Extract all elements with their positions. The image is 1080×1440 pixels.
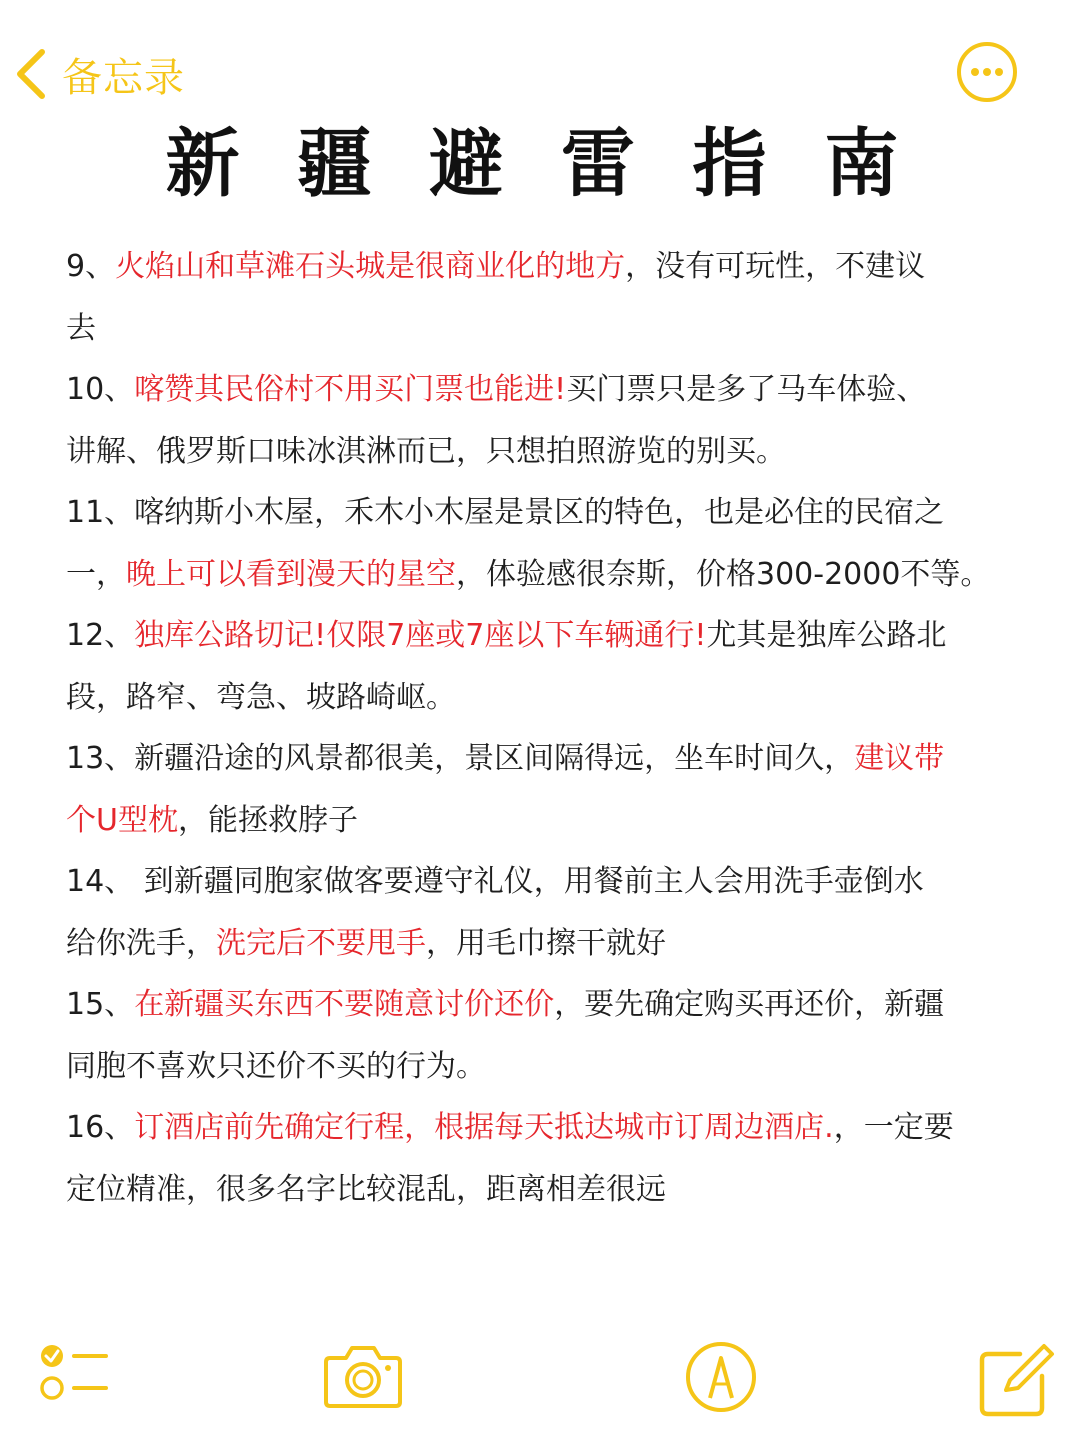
note-title: 新 疆 避 雷 指 南 bbox=[165, 121, 915, 207]
note-item bbox=[66, 359, 1026, 482]
more-options-icon[interactable] bbox=[956, 41, 1018, 103]
body-text: ，一定要 定位精准，很多名字比较混乱，距离相差很远 bbox=[66, 1110, 954, 1207]
highlighted-text: 在新疆买东西不要随意讨价还价 bbox=[134, 987, 555, 1022]
body-text: 15、 bbox=[66, 987, 135, 1022]
body-text: ，要先确定购买再还价，新疆 同胞不喜欢只还价不买的行为。 bbox=[66, 987, 945, 1084]
body-text: 11、喀纳斯小木屋，禾木小木屋是景区的特色，也是必住的民宿之 一， bbox=[66, 495, 945, 592]
bottom-toolbar bbox=[0, 1330, 1080, 1440]
note-body[interactable] bbox=[66, 236, 1026, 1220]
chevron-left-icon bbox=[14, 46, 48, 102]
highlighted-text: 晚上可以看到漫天的星空 bbox=[126, 556, 456, 592]
body-text: 14、 到新疆同胞家做客要遵守礼仪，用餐前主人会用洗手壶倒水 给你洗手， bbox=[66, 864, 924, 961]
highlighted-text: 洗完后不要甩手 bbox=[216, 925, 426, 961]
note-item bbox=[66, 482, 1026, 605]
note-item bbox=[66, 728, 1026, 851]
top-bar bbox=[0, 0, 1080, 130]
camera-icon[interactable] bbox=[322, 1340, 404, 1410]
body-text: 16、 bbox=[66, 1110, 135, 1145]
highlighted-text: 喀赞其民俗村不用买门票也能进! bbox=[134, 372, 567, 407]
body-text: ，能拯救脖子 bbox=[177, 802, 358, 838]
highlighted-text: 订酒店前先确定行程，根据每天抵达城市订周边酒店. bbox=[134, 1110, 834, 1145]
note-item bbox=[66, 236, 1026, 359]
body-text: ，用毛巾擦干就好 bbox=[426, 925, 666, 961]
body-text: ，体验感很奈斯，价格300-2000不等。 bbox=[456, 556, 991, 592]
note-item bbox=[66, 974, 1026, 1097]
body-text: ，没有可玩性，不建议 去 bbox=[66, 249, 926, 346]
back-label: 备忘录 bbox=[62, 54, 185, 101]
highlighted-text: 火焰山和草滩石头城是很商业化的地方 bbox=[115, 249, 626, 284]
note-item bbox=[66, 1097, 1026, 1220]
back-button[interactable] bbox=[14, 44, 185, 104]
checklist-icon[interactable] bbox=[36, 1342, 110, 1406]
body-text: 12、 bbox=[66, 618, 135, 653]
note-item bbox=[66, 605, 1026, 728]
body-text: 9、 bbox=[66, 249, 116, 284]
body-text: 尤其是独库公路北 段，路窄、弯急、坡路崎岖。 bbox=[66, 618, 947, 715]
highlighted-text: 独库公路切记!仅限7座或7座以下车辆通行! bbox=[134, 618, 707, 653]
compose-icon[interactable] bbox=[976, 1340, 1056, 1420]
note-item bbox=[66, 851, 1026, 974]
body-text: 10、 bbox=[66, 372, 135, 407]
body-text: 买门票只是多了马车体验、 讲解、俄罗斯口味冰淇淋而已，只想拍照游览的别买。 bbox=[66, 372, 927, 469]
highlighted-text: 建议带 个U型枕 bbox=[66, 741, 945, 838]
body-text: 13、新疆沿途的风景都很美，景区间隔得远，坐车时间久， bbox=[66, 741, 855, 776]
markup-pen-icon[interactable] bbox=[684, 1340, 758, 1414]
